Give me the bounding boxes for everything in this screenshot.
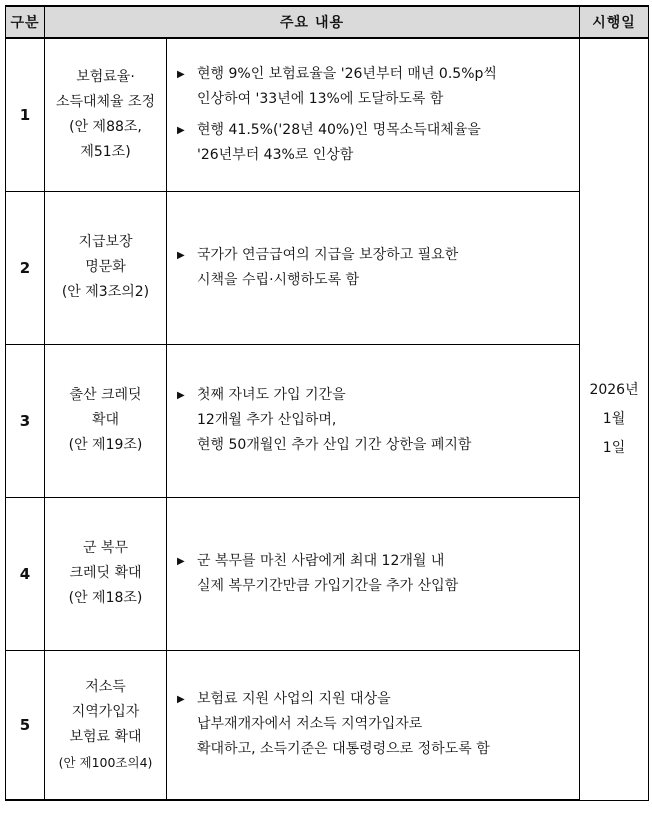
bullet-line: 현행 41.5%('28년 40%)인 명목소득대체율을 <box>197 121 481 138</box>
header-content: 주요 내용 <box>45 6 580 38</box>
row-number: 5 <box>6 650 45 800</box>
category-line: 크레딧 확대 <box>69 565 142 581</box>
row-description <box>167 191 580 344</box>
row-description <box>167 344 580 497</box>
date-line: 1일 <box>602 439 626 456</box>
bullet-line: 인상하여 '33년에 13%에 도달하도록 함 <box>197 90 444 107</box>
bullet-line: 군 복무를 마친 사람에게 최대 12개월 내 <box>197 552 445 569</box>
category-line: (안 제88조, <box>69 118 142 135</box>
category-line: (안 제18조) <box>68 590 143 606</box>
bullet-line: 납부재개자에서 저소득 지역가입자로 <box>197 716 423 733</box>
bullet-text <box>197 383 471 458</box>
row-category <box>45 191 167 344</box>
bullet-text <box>197 118 481 168</box>
bullet-item <box>177 687 573 762</box>
table-row <box>6 344 649 497</box>
bullet-line: 현행 9%인 보험료율을 '26년부터 매년 0.5%p씩 <box>197 65 497 82</box>
category-line: 지급보장 <box>78 234 133 250</box>
row-number: 2 <box>6 191 45 344</box>
bullet-item <box>177 62 573 112</box>
category-line: (안 제3조의2) <box>61 284 150 300</box>
triangle-bullet-icon: ▶ <box>177 249 185 261</box>
category-line: 저소득 <box>85 678 126 695</box>
triangle-bullet-icon: ▶ <box>177 124 185 136</box>
triangle-bullet-icon: ▶ <box>177 555 185 567</box>
category-line: 보험료율· <box>76 68 135 85</box>
bullet-text <box>197 62 497 112</box>
row-description <box>167 497 580 650</box>
category-line: 보험료 확대 <box>69 728 142 745</box>
header-date: 시행일 <box>580 6 649 38</box>
table-header-row <box>6 6 649 38</box>
table-row <box>6 191 649 344</box>
header-no: 구분 <box>6 6 45 38</box>
category-line: 확대 <box>91 412 120 428</box>
date-line: 1월 <box>602 410 626 427</box>
row-description <box>167 38 580 191</box>
row-description <box>167 650 580 800</box>
category-line: 출산 크레딧 <box>69 387 142 403</box>
bullet-text <box>197 243 458 293</box>
category-line: 군 복무 <box>82 540 129 556</box>
row-category <box>45 650 167 800</box>
reform-summary <box>5 5 648 801</box>
row-category <box>45 497 167 650</box>
triangle-bullet-icon: ▶ <box>177 68 185 80</box>
category-line: (안 제19조) <box>68 437 143 453</box>
table-row <box>6 497 649 650</box>
bullet-text <box>197 549 458 599</box>
bullet-line: 12개월 추가 산입하며, <box>197 412 337 428</box>
bullet-line: '26년부터 43%로 인상함 <box>197 146 354 163</box>
table-row <box>6 650 649 800</box>
bullet-item <box>177 549 573 599</box>
category-line: 소득대체율 조정 <box>55 93 156 110</box>
effective-date <box>580 38 649 800</box>
table-row <box>6 38 649 191</box>
category-line: 지역가입자 <box>71 703 140 720</box>
category-line: 명문화 <box>85 259 126 275</box>
bullet-line: 첫째 자녀도 가입 기간을 <box>197 387 346 403</box>
bullet-line: 시책을 수립·시행하도록 함 <box>197 271 360 288</box>
category-line: 제51조) <box>80 143 131 160</box>
bullet-item <box>177 383 573 458</box>
row-number: 3 <box>6 344 45 497</box>
triangle-bullet-icon: ▶ <box>177 694 185 706</box>
reform-table <box>5 5 649 801</box>
bullet-item <box>177 243 573 293</box>
row-number: 1 <box>6 38 45 191</box>
triangle-bullet-icon: ▶ <box>177 390 185 401</box>
row-category <box>45 38 167 191</box>
bullet-line: 보험료 지원 사업의 지원 대상을 <box>197 691 391 708</box>
bullet-line: 실제 복무기간만큼 가입기간을 추가 산입함 <box>197 577 459 594</box>
category-line: (안 제100조의4) <box>58 754 153 770</box>
bullet-line: 국가가 연금급여의 지급을 보장하고 필요한 <box>197 246 459 263</box>
bullet-text <box>197 687 490 762</box>
bullet-line: 현행 50개월인 추가 산입 기간 상한을 폐지함 <box>197 437 472 453</box>
bullet-line: 확대하고, 소득기준은 대통령령으로 정하도록 함 <box>197 741 490 758</box>
row-number: 4 <box>6 497 45 650</box>
date-line: 2026년 <box>589 381 639 398</box>
row-category <box>45 344 167 497</box>
bullet-item <box>177 118 573 168</box>
